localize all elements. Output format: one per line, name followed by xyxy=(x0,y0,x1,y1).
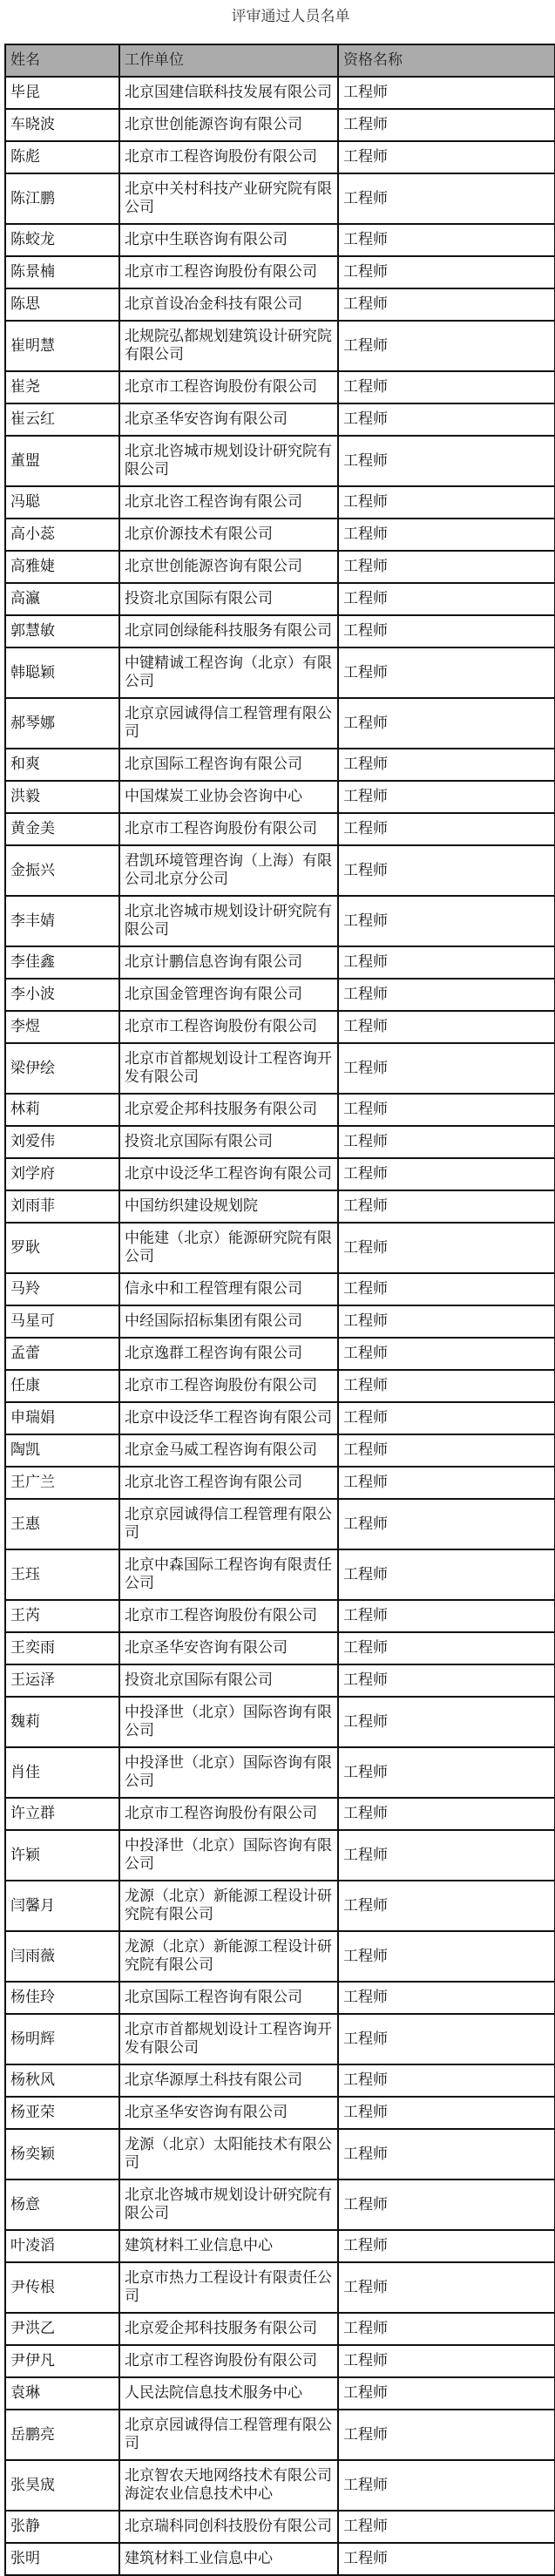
cell-name: 杨佳玲 xyxy=(5,1982,119,2014)
cell-work-unit: 北京圣华安咨询有限公司 xyxy=(119,403,338,436)
cell-work-unit: 北京北咨工程咨询有限公司 xyxy=(119,486,338,519)
cell-work-unit: 北京价源技术有限公司 xyxy=(119,519,338,551)
cell-work-unit: 北京首设冶金科技有限公司 xyxy=(119,288,338,321)
cell-work-unit: 中能建（北京）能源研究院有限公司 xyxy=(119,1223,338,1273)
table-row xyxy=(5,1697,555,1747)
cell-qualification: 工程师 xyxy=(338,979,555,1011)
cell-name: 梁伊绘 xyxy=(5,1043,119,1094)
cell-name: 王珏 xyxy=(5,1549,119,1600)
cell-name: 王惠 xyxy=(5,1499,119,1549)
cell-qualification: 工程师 xyxy=(338,2377,555,2410)
table-row xyxy=(5,173,555,224)
cell-name: 高雅婕 xyxy=(5,551,119,583)
cell-name: 王广兰 xyxy=(5,1467,119,1499)
cell-name: 魏莉 xyxy=(5,1697,119,1747)
cell-name: 许颖 xyxy=(5,1830,119,1881)
cell-name: 杨明辉 xyxy=(5,2014,119,2064)
cell-work-unit: 北京圣华安咨询有限公司 xyxy=(119,1632,338,1664)
cell-work-unit: 北京智农天地网络技术有限公司海淀农业信息技术中心 xyxy=(119,2460,338,2511)
cell-name: 郝琴娜 xyxy=(5,698,119,749)
table-row xyxy=(5,1798,555,1830)
table-row xyxy=(5,1549,555,1600)
cell-name: 刘雨菲 xyxy=(5,1190,119,1223)
cell-qualification: 工程师 xyxy=(338,2345,555,2377)
table-row xyxy=(5,256,555,288)
cell-work-unit: 中国纺织建设规划院 xyxy=(119,1190,338,1223)
table-row xyxy=(5,615,555,647)
cell-work-unit: 北京计鹏信息咨询有限公司 xyxy=(119,946,338,979)
cell-work-unit: 北京市工程咨询股份有限公司 xyxy=(119,1011,338,1043)
cell-name: 王芮 xyxy=(5,1600,119,1632)
table-row xyxy=(5,1094,555,1126)
table-row xyxy=(5,1434,555,1467)
table-row xyxy=(5,224,555,256)
cell-work-unit: 北京金马威工程咨询有限公司 xyxy=(119,1434,338,1467)
table-row xyxy=(5,813,555,845)
cell-qualification: 工程师 xyxy=(338,436,555,486)
cell-name: 崔云红 xyxy=(5,403,119,436)
cell-work-unit: 中投泽世（北京）国际咨询有限公司 xyxy=(119,1830,338,1881)
header-qualification: 资格名称 xyxy=(338,44,555,77)
cell-work-unit: 北京国际工程咨询有限公司 xyxy=(119,749,338,781)
table-row xyxy=(5,1338,555,1370)
cell-work-unit: 北京中森国际工程咨询有限责任公司 xyxy=(119,1549,338,1600)
cell-work-unit: 北京国际工程咨询有限公司 xyxy=(119,1982,338,2014)
cell-name: 陈江鹏 xyxy=(5,173,119,224)
cell-work-unit: 中投泽世（北京）国际咨询有限公司 xyxy=(119,1747,338,1798)
cell-work-unit: 建筑材料工业信息中心 xyxy=(119,2230,338,2262)
cell-work-unit: 北京世创能源咨询有限公司 xyxy=(119,551,338,583)
table-row xyxy=(5,1305,555,1338)
table-row xyxy=(5,519,555,551)
cell-work-unit: 北京北咨城市规划设计研究院有限公司 xyxy=(119,436,338,486)
cell-name: 董盟 xyxy=(5,436,119,486)
cell-name: 王奕雨 xyxy=(5,1632,119,1664)
cell-work-unit: 北京圣华安咨询有限公司 xyxy=(119,2097,338,2129)
table-row xyxy=(5,551,555,583)
cell-qualification: 工程师 xyxy=(338,2410,555,2460)
cell-qualification: 工程师 xyxy=(338,2460,555,2511)
cell-name: 和爽 xyxy=(5,749,119,781)
cell-qualification: 工程师 xyxy=(338,1632,555,1664)
cell-qualification: 工程师 xyxy=(338,845,555,896)
cell-work-unit: 北京京园诚得信工程管理有限公司 xyxy=(119,2410,338,2460)
cell-name: 许立群 xyxy=(5,1798,119,1830)
cell-qualification: 工程师 xyxy=(338,256,555,288)
table-row xyxy=(5,1664,555,1697)
page-title: 评审通过人员名单 xyxy=(231,8,350,25)
cell-name: 刘爱伟 xyxy=(5,1126,119,1158)
cell-qualification: 工程师 xyxy=(338,1931,555,1982)
cell-qualification: 工程师 xyxy=(338,1467,555,1499)
cell-qualification: 工程师 xyxy=(338,1223,555,1273)
cell-qualification: 工程师 xyxy=(338,1600,555,1632)
cell-qualification: 工程师 xyxy=(338,224,555,256)
cell-work-unit: 龙源（北京）新能源工程设计研究院有限公司 xyxy=(119,1881,338,1931)
cell-name: 李佳鑫 xyxy=(5,946,119,979)
cell-work-unit: 中经国际招标集团有限公司 xyxy=(119,1305,338,1338)
cell-name: 刘学府 xyxy=(5,1158,119,1190)
cell-name: 洪毅 xyxy=(5,781,119,813)
cell-qualification: 工程师 xyxy=(338,1402,555,1434)
cell-qualification: 工程师 xyxy=(338,1305,555,1338)
cell-name: 陈蛟龙 xyxy=(5,224,119,256)
cell-qualification: 工程师 xyxy=(338,2511,555,2543)
cell-name: 孟蕾 xyxy=(5,1338,119,1370)
cell-work-unit: 北京市工程咨询股份有限公司 xyxy=(119,2345,338,2377)
cell-work-unit: 北京爱企邦科技服务有限公司 xyxy=(119,1094,338,1126)
cell-qualification: 工程师 xyxy=(338,173,555,224)
table-row xyxy=(5,1273,555,1305)
cell-qualification: 工程师 xyxy=(338,1043,555,1094)
table-row xyxy=(5,109,555,141)
cell-work-unit: 信永中和工程管理有限公司 xyxy=(119,1273,338,1305)
cell-name: 袁琳 xyxy=(5,2377,119,2410)
table-row xyxy=(5,1881,555,1931)
cell-name: 黄金美 xyxy=(5,813,119,845)
table-row xyxy=(5,2179,555,2230)
table-row xyxy=(5,896,555,946)
cell-qualification: 工程师 xyxy=(338,2313,555,2345)
cell-name: 林莉 xyxy=(5,1094,119,1126)
cell-work-unit: 北规院弘都规划建筑设计研究院有限公司 xyxy=(119,321,338,371)
header-name: 姓名 xyxy=(5,44,119,77)
cell-work-unit: 北京市工程咨询股份有限公司 xyxy=(119,371,338,403)
cell-name: 杨意 xyxy=(5,2179,119,2230)
table-row xyxy=(5,2460,555,2511)
cell-name: 杨秋风 xyxy=(5,2064,119,2097)
table-row xyxy=(5,1467,555,1499)
table-row xyxy=(5,781,555,813)
table-row xyxy=(5,698,555,749)
table-row xyxy=(5,749,555,781)
cell-name: 尹伊凡 xyxy=(5,2345,119,2377)
cell-qualification: 工程师 xyxy=(338,1798,555,1830)
table-row xyxy=(5,946,555,979)
cell-qualification: 工程师 xyxy=(338,141,555,173)
cell-qualification: 工程师 xyxy=(338,1158,555,1190)
cell-qualification: 工程师 xyxy=(338,781,555,813)
table-row xyxy=(5,1499,555,1549)
table-row xyxy=(5,1402,555,1434)
cell-work-unit: 北京瑞科同创科技股份有限公司 xyxy=(119,2511,338,2543)
table-row xyxy=(5,1830,555,1881)
cell-qualification: 工程师 xyxy=(338,109,555,141)
cell-work-unit: 北京市工程咨询股份有限公司 xyxy=(119,1600,338,1632)
cell-qualification: 工程师 xyxy=(338,813,555,845)
cell-qualification: 工程师 xyxy=(338,749,555,781)
cell-name: 高小蕊 xyxy=(5,519,119,551)
table-row xyxy=(5,1370,555,1402)
table-row xyxy=(5,1158,555,1190)
cell-name: 闫馨月 xyxy=(5,1881,119,1931)
cell-work-unit: 投资北京国际有限公司 xyxy=(119,1126,338,1158)
cell-work-unit: 北京逸群工程咨询有限公司 xyxy=(119,1338,338,1370)
cell-qualification: 工程师 xyxy=(338,583,555,615)
cell-work-unit: 北京市工程咨询股份有限公司 xyxy=(119,1370,338,1402)
cell-work-unit: 北京北咨工程咨询有限公司 xyxy=(119,1467,338,1499)
table-row xyxy=(5,436,555,486)
cell-qualification: 工程师 xyxy=(338,1190,555,1223)
table-row xyxy=(5,371,555,403)
cell-work-unit: 北京市工程咨询股份有限公司 xyxy=(119,141,338,173)
cell-qualification: 工程师 xyxy=(338,519,555,551)
cell-qualification: 工程师 xyxy=(338,2014,555,2064)
cell-qualification: 工程师 xyxy=(338,1830,555,1881)
cell-name: 陈思 xyxy=(5,288,119,321)
cell-name: 李煜 xyxy=(5,1011,119,1043)
cell-qualification: 工程师 xyxy=(338,551,555,583)
cell-name: 闫雨薇 xyxy=(5,1931,119,1982)
table-row xyxy=(5,1747,555,1798)
cell-work-unit: 中国煤炭工业协会咨询中心 xyxy=(119,781,338,813)
table-row xyxy=(5,1982,555,2014)
table-row xyxy=(5,2230,555,2262)
table-row xyxy=(5,979,555,1011)
cell-qualification: 工程师 xyxy=(338,698,555,749)
cell-name: 尹传根 xyxy=(5,2262,119,2313)
cell-name: 王运泽 xyxy=(5,1664,119,1697)
table-row xyxy=(5,2064,555,2097)
cell-work-unit: 北京世创能源咨询有限公司 xyxy=(119,109,338,141)
cell-qualification: 工程师 xyxy=(338,1338,555,1370)
table-row xyxy=(5,2543,555,2575)
cell-qualification: 工程师 xyxy=(338,615,555,647)
cell-qualification: 工程师 xyxy=(338,403,555,436)
cell-qualification: 工程师 xyxy=(338,1126,555,1158)
cell-name: 陈彪 xyxy=(5,141,119,173)
cell-name: 陈景楠 xyxy=(5,256,119,288)
cell-name: 申瑞娟 xyxy=(5,1402,119,1434)
cell-qualification: 工程师 xyxy=(338,1664,555,1697)
table-row xyxy=(5,1600,555,1632)
cell-qualification: 工程师 xyxy=(338,1982,555,2014)
cell-name: 张静 xyxy=(5,2511,119,2543)
cell-work-unit: 北京北咨城市规划设计研究院有限公司 xyxy=(119,2179,338,2230)
cell-work-unit: 龙源（北京）太阳能技术有限公司 xyxy=(119,2129,338,2179)
table-row xyxy=(5,1011,555,1043)
cell-qualification: 工程师 xyxy=(338,2230,555,2262)
cell-name: 任康 xyxy=(5,1370,119,1402)
cell-work-unit: 建筑材料工业信息中心 xyxy=(119,2543,338,2575)
cell-qualification: 工程师 xyxy=(338,946,555,979)
cell-qualification: 工程师 xyxy=(338,1881,555,1931)
table-row xyxy=(5,77,555,109)
table-row xyxy=(5,486,555,519)
cell-work-unit: 人民法院信息技术服务中心 xyxy=(119,2377,338,2410)
cell-qualification: 工程师 xyxy=(338,1747,555,1798)
cell-name: 车晓波 xyxy=(5,109,119,141)
cell-qualification: 工程师 xyxy=(338,1549,555,1600)
table-row xyxy=(5,2097,555,2129)
cell-qualification: 工程师 xyxy=(338,1434,555,1467)
cell-name: 金振兴 xyxy=(5,845,119,896)
cell-work-unit: 北京爱企邦科技服务有限公司 xyxy=(119,2313,338,2345)
cell-work-unit: 北京中关村科技产业研究院有限公司 xyxy=(119,173,338,224)
table-header-row xyxy=(5,44,555,77)
table-row xyxy=(5,2511,555,2543)
cell-work-unit: 北京京园诚得信工程管理有限公司 xyxy=(119,1499,338,1549)
cell-name: 李小波 xyxy=(5,979,119,1011)
table-row xyxy=(5,2129,555,2179)
cell-work-unit: 北京中生联咨询有限公司 xyxy=(119,224,338,256)
cell-name: 李丰婧 xyxy=(5,896,119,946)
table-row xyxy=(5,845,555,896)
cell-name: 尹洪乙 xyxy=(5,2313,119,2345)
cell-qualification: 工程师 xyxy=(338,1094,555,1126)
table-row xyxy=(5,2014,555,2064)
cell-qualification: 工程师 xyxy=(338,2097,555,2129)
cell-qualification: 工程师 xyxy=(338,77,555,109)
cell-work-unit: 北京市工程咨询股份有限公司 xyxy=(119,813,338,845)
table-row xyxy=(5,403,555,436)
cell-work-unit: 北京京园诚得信工程管理有限公司 xyxy=(119,698,338,749)
cell-work-unit: 北京市热力工程设计有限责任公司 xyxy=(119,2262,338,2313)
cell-work-unit: 君凯环境管理咨询（上海）有限公司北京分公司 xyxy=(119,845,338,896)
approved-personnel-table xyxy=(4,44,555,2576)
cell-qualification: 工程师 xyxy=(338,288,555,321)
cell-qualification: 工程师 xyxy=(338,1011,555,1043)
header-work-unit: 工作单位 xyxy=(119,44,338,77)
cell-name: 张昊宬 xyxy=(5,2460,119,2511)
table-row xyxy=(5,2377,555,2410)
cell-name: 罗耿 xyxy=(5,1223,119,1273)
cell-work-unit: 北京市首都规划设计工程咨询开发有限公司 xyxy=(119,1043,338,1094)
table-row xyxy=(5,1223,555,1273)
cell-work-unit: 北京中设泛华工程咨询有限公司 xyxy=(119,1158,338,1190)
cell-work-unit: 中键精诚工程咨询（北京）有限公司 xyxy=(119,647,338,698)
cell-work-unit: 北京市工程咨询股份有限公司 xyxy=(119,256,338,288)
cell-name: 高瀛 xyxy=(5,583,119,615)
cell-name: 冯聪 xyxy=(5,486,119,519)
table-row xyxy=(5,1126,555,1158)
cell-name: 肖佳 xyxy=(5,1747,119,1798)
cell-name: 毕昆 xyxy=(5,77,119,109)
cell-name: 叶凌滔 xyxy=(5,2230,119,2262)
cell-name: 杨奕颖 xyxy=(5,2129,119,2179)
table-row xyxy=(5,647,555,698)
table-row xyxy=(5,583,555,615)
cell-name: 郭慧敏 xyxy=(5,615,119,647)
table-row xyxy=(5,2313,555,2345)
table-row xyxy=(5,1190,555,1223)
cell-work-unit: 投资北京国际有限公司 xyxy=(119,1664,338,1697)
cell-qualification: 工程师 xyxy=(338,486,555,519)
cell-qualification: 工程师 xyxy=(338,1499,555,1549)
cell-name: 崔明慧 xyxy=(5,321,119,371)
table-row xyxy=(5,1043,555,1094)
table-row xyxy=(5,1931,555,1982)
table-body xyxy=(5,77,555,2575)
cell-name: 马羚 xyxy=(5,1273,119,1305)
cell-qualification: 工程师 xyxy=(338,1273,555,1305)
table-row xyxy=(5,288,555,321)
table-row xyxy=(5,2345,555,2377)
cell-work-unit: 龙源（北京）新能源工程设计研究院有限公司 xyxy=(119,1931,338,1982)
cell-qualification: 工程师 xyxy=(338,1697,555,1747)
cell-qualification: 工程师 xyxy=(338,2129,555,2179)
table-row xyxy=(5,2262,555,2313)
cell-work-unit: 北京国金管理咨询有限公司 xyxy=(119,979,338,1011)
cell-work-unit: 北京国建信联科技发展有限公司 xyxy=(119,77,338,109)
cell-name: 韩聪颖 xyxy=(5,647,119,698)
cell-work-unit: 北京市工程咨询股份有限公司 xyxy=(119,1798,338,1830)
cell-name: 张明 xyxy=(5,2543,119,2575)
cell-work-unit: 北京同创绿能科技服务有限公司 xyxy=(119,615,338,647)
cell-name: 陶凯 xyxy=(5,1434,119,1467)
cell-qualification: 工程师 xyxy=(338,896,555,946)
cell-qualification: 工程师 xyxy=(338,371,555,403)
table-row xyxy=(5,141,555,173)
cell-work-unit: 北京市首都规划设计工程咨询开发有限公司 xyxy=(119,2014,338,2064)
cell-work-unit: 北京华源厚土科技有限公司 xyxy=(119,2064,338,2097)
cell-name: 马星可 xyxy=(5,1305,119,1338)
cell-qualification: 工程师 xyxy=(338,647,555,698)
cell-qualification: 工程师 xyxy=(338,2179,555,2230)
cell-work-unit: 中投泽世（北京）国际咨询有限公司 xyxy=(119,1697,338,1747)
cell-qualification: 工程师 xyxy=(338,2262,555,2313)
cell-name: 杨亚荣 xyxy=(5,2097,119,2129)
cell-qualification: 工程师 xyxy=(338,2543,555,2575)
cell-work-unit: 投资北京国际有限公司 xyxy=(119,583,338,615)
cell-name: 岳鹏亮 xyxy=(5,2410,119,2460)
table-row xyxy=(5,321,555,371)
cell-qualification: 工程师 xyxy=(338,2064,555,2097)
table-row xyxy=(5,2410,555,2460)
table-row xyxy=(5,1632,555,1664)
cell-work-unit: 北京北咨城市规划设计研究院有限公司 xyxy=(119,896,338,946)
cell-name: 崔尧 xyxy=(5,371,119,403)
cell-work-unit: 北京中设泛华工程咨询有限公司 xyxy=(119,1402,338,1434)
cell-qualification: 工程师 xyxy=(338,1370,555,1402)
cell-qualification: 工程师 xyxy=(338,321,555,371)
